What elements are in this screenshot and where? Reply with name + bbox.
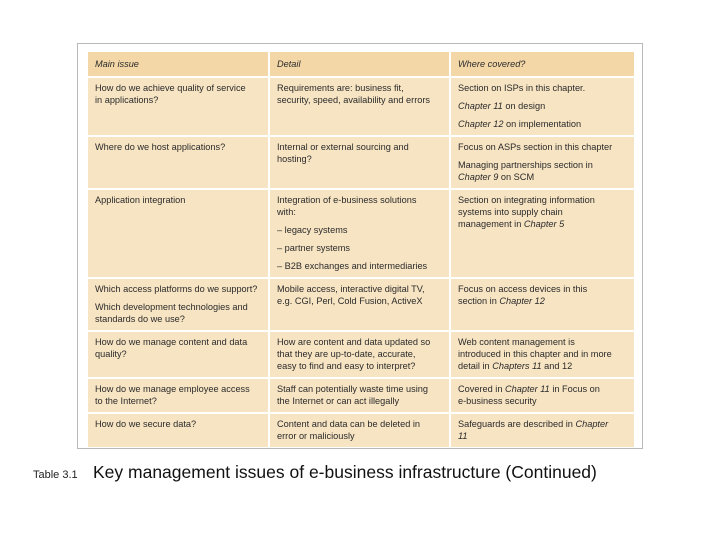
cell-text: management in (458, 219, 524, 229)
table-frame (77, 43, 643, 449)
cell-line (458, 283, 627, 295)
chapter-reference: Chapter 5 (523, 219, 565, 229)
cell-line: security, speed, availability and errors (277, 95, 431, 105)
cell-line (458, 159, 627, 171)
table-row (88, 279, 634, 332)
cell-line: Which access platforms do we support? (95, 284, 258, 294)
cell-text: on implementation (503, 119, 582, 129)
cell-line: How are content and data updated so (277, 337, 431, 347)
caption-label: Table 3.1 (33, 469, 78, 481)
cell-line (458, 418, 627, 430)
cell-line (458, 171, 627, 183)
cell-main-issue (88, 379, 270, 412)
cell-line: in applications? (95, 95, 159, 105)
cell-detail (270, 379, 451, 412)
cell-line: with: (277, 207, 296, 217)
cell-line: hosting? (277, 154, 312, 164)
cell-line (458, 383, 627, 395)
cell-line: error or maliciously (277, 431, 355, 441)
header-where-covered: Where covered? (458, 59, 526, 69)
cell-line (458, 206, 627, 218)
cell-text: Safeguards are described in (458, 419, 576, 429)
chapter-reference: Chapters 11 (492, 361, 542, 371)
cell-main-issue (88, 137, 270, 188)
table-caption (33, 462, 597, 483)
cell-text: detail in (458, 361, 493, 371)
cell-text: and 12 (541, 361, 573, 371)
cell-line: to the Internet? (95, 396, 157, 406)
cell-text: introduced in this chapter and in more (458, 349, 612, 359)
chapter-reference: Chapter 12 (458, 119, 504, 129)
cell-main-issue (88, 190, 270, 277)
cell-detail (270, 279, 451, 330)
cell-line (458, 360, 627, 372)
cell-line: Application integration (95, 195, 186, 205)
cell-text: Section on ISPs in this chapter. (458, 83, 586, 93)
cell-line (458, 194, 627, 206)
cell-text: in Focus on (549, 384, 600, 394)
chapter-reference: Chapter 11 (504, 384, 550, 394)
cell-line (458, 295, 627, 307)
cell-main-issue (88, 78, 270, 135)
cell-line: Which development technologies and (95, 302, 248, 312)
cell-line (458, 395, 627, 407)
cell-detail (270, 190, 451, 277)
chapter-reference: Chapter 12 (499, 296, 545, 306)
cell-line: – legacy systems (277, 225, 348, 235)
cell-line (458, 141, 627, 153)
cell-line: How do we manage employee access (95, 384, 250, 394)
cell-text: Managing partnerships section in (458, 160, 593, 170)
table-row (88, 137, 634, 190)
cell-line: How do we manage content and data (95, 337, 248, 347)
cell-line: Mobile access, interactive digital TV, (277, 284, 425, 294)
table-row (88, 379, 634, 414)
cell-line (458, 430, 627, 442)
cell-main-issue (88, 279, 270, 330)
cell-text: Covered in (458, 384, 505, 394)
cell-where-covered (451, 137, 634, 188)
cell-where-covered (451, 190, 634, 277)
cell-text: Section on integrating information (458, 195, 595, 205)
cell-line (458, 82, 627, 94)
cell-detail (270, 414, 451, 447)
cell-where-covered (451, 332, 634, 377)
cell-detail (270, 332, 451, 377)
cell-line: – B2B exchanges and intermediaries (277, 261, 428, 271)
cell-detail (270, 78, 451, 135)
cell-text: Focus on ASPs section in this chapter (458, 142, 613, 152)
table-row (88, 332, 634, 379)
cell-detail (270, 137, 451, 188)
header-main-issue: Main issue (88, 52, 270, 76)
cell-line (458, 118, 627, 130)
cell-main-issue (88, 414, 270, 447)
cell-where-covered (451, 279, 634, 330)
cell-line: easy to find and easy to interpret? (277, 361, 416, 371)
cell-line: Requirements are: business fit, (277, 83, 404, 93)
table-row (88, 190, 634, 279)
cell-where-covered (451, 78, 634, 135)
cell-line: Staff can potentially waste time using (277, 384, 428, 394)
table-row (88, 78, 634, 137)
cell-line: that they are up-to-date, accurate, (277, 349, 416, 359)
cell-line: Where do we host applications? (95, 142, 226, 152)
table-body (88, 78, 634, 447)
chapter-reference: Chapter 9 (458, 172, 499, 182)
cell-line: How do we secure data? (95, 419, 197, 429)
cell-text: Focus on access devices in this (458, 284, 588, 294)
cell-line (458, 218, 627, 230)
table-row (88, 414, 634, 447)
cell-line (458, 100, 627, 112)
cell-line (458, 336, 627, 348)
cell-text: on design (502, 101, 546, 111)
cell-line: e.g. CGI, Perl, Cold Fusion, ActiveX (277, 296, 423, 306)
cell-line: Internal or external sourcing and (277, 142, 409, 152)
cell-where-covered (451, 414, 634, 447)
chapter-reference: 11 (458, 431, 468, 441)
cell-text: Web content management is (458, 337, 575, 347)
header-detail: Detail (270, 52, 451, 76)
cell-text: e-business security (458, 396, 537, 406)
cell-line: Content and data can be deleted in (277, 419, 421, 429)
chapter-reference: Chapter 11 (458, 101, 503, 111)
cell-line (458, 348, 627, 360)
table-header-row (88, 52, 634, 78)
cell-text: systems into supply chain (458, 207, 563, 217)
cell-text: on SCM (498, 172, 535, 182)
cell-main-issue (88, 332, 270, 377)
caption-title: Key management issues of e-business infrastructure (Continued) (93, 462, 597, 482)
cell-where-covered (451, 379, 634, 412)
issues-table (88, 52, 634, 447)
cell-line: Integration of e-business solutions (277, 195, 417, 205)
cell-text: section in (458, 296, 500, 306)
cell-line: standards do we use? (95, 314, 185, 324)
cell-line: the Internet or can act illegally (277, 396, 400, 406)
cell-line: How do we achieve quality of service (95, 83, 246, 93)
cell-line: – partner systems (277, 243, 351, 253)
cell-line: quality? (95, 349, 127, 359)
chapter-reference: Chapter (575, 419, 609, 429)
